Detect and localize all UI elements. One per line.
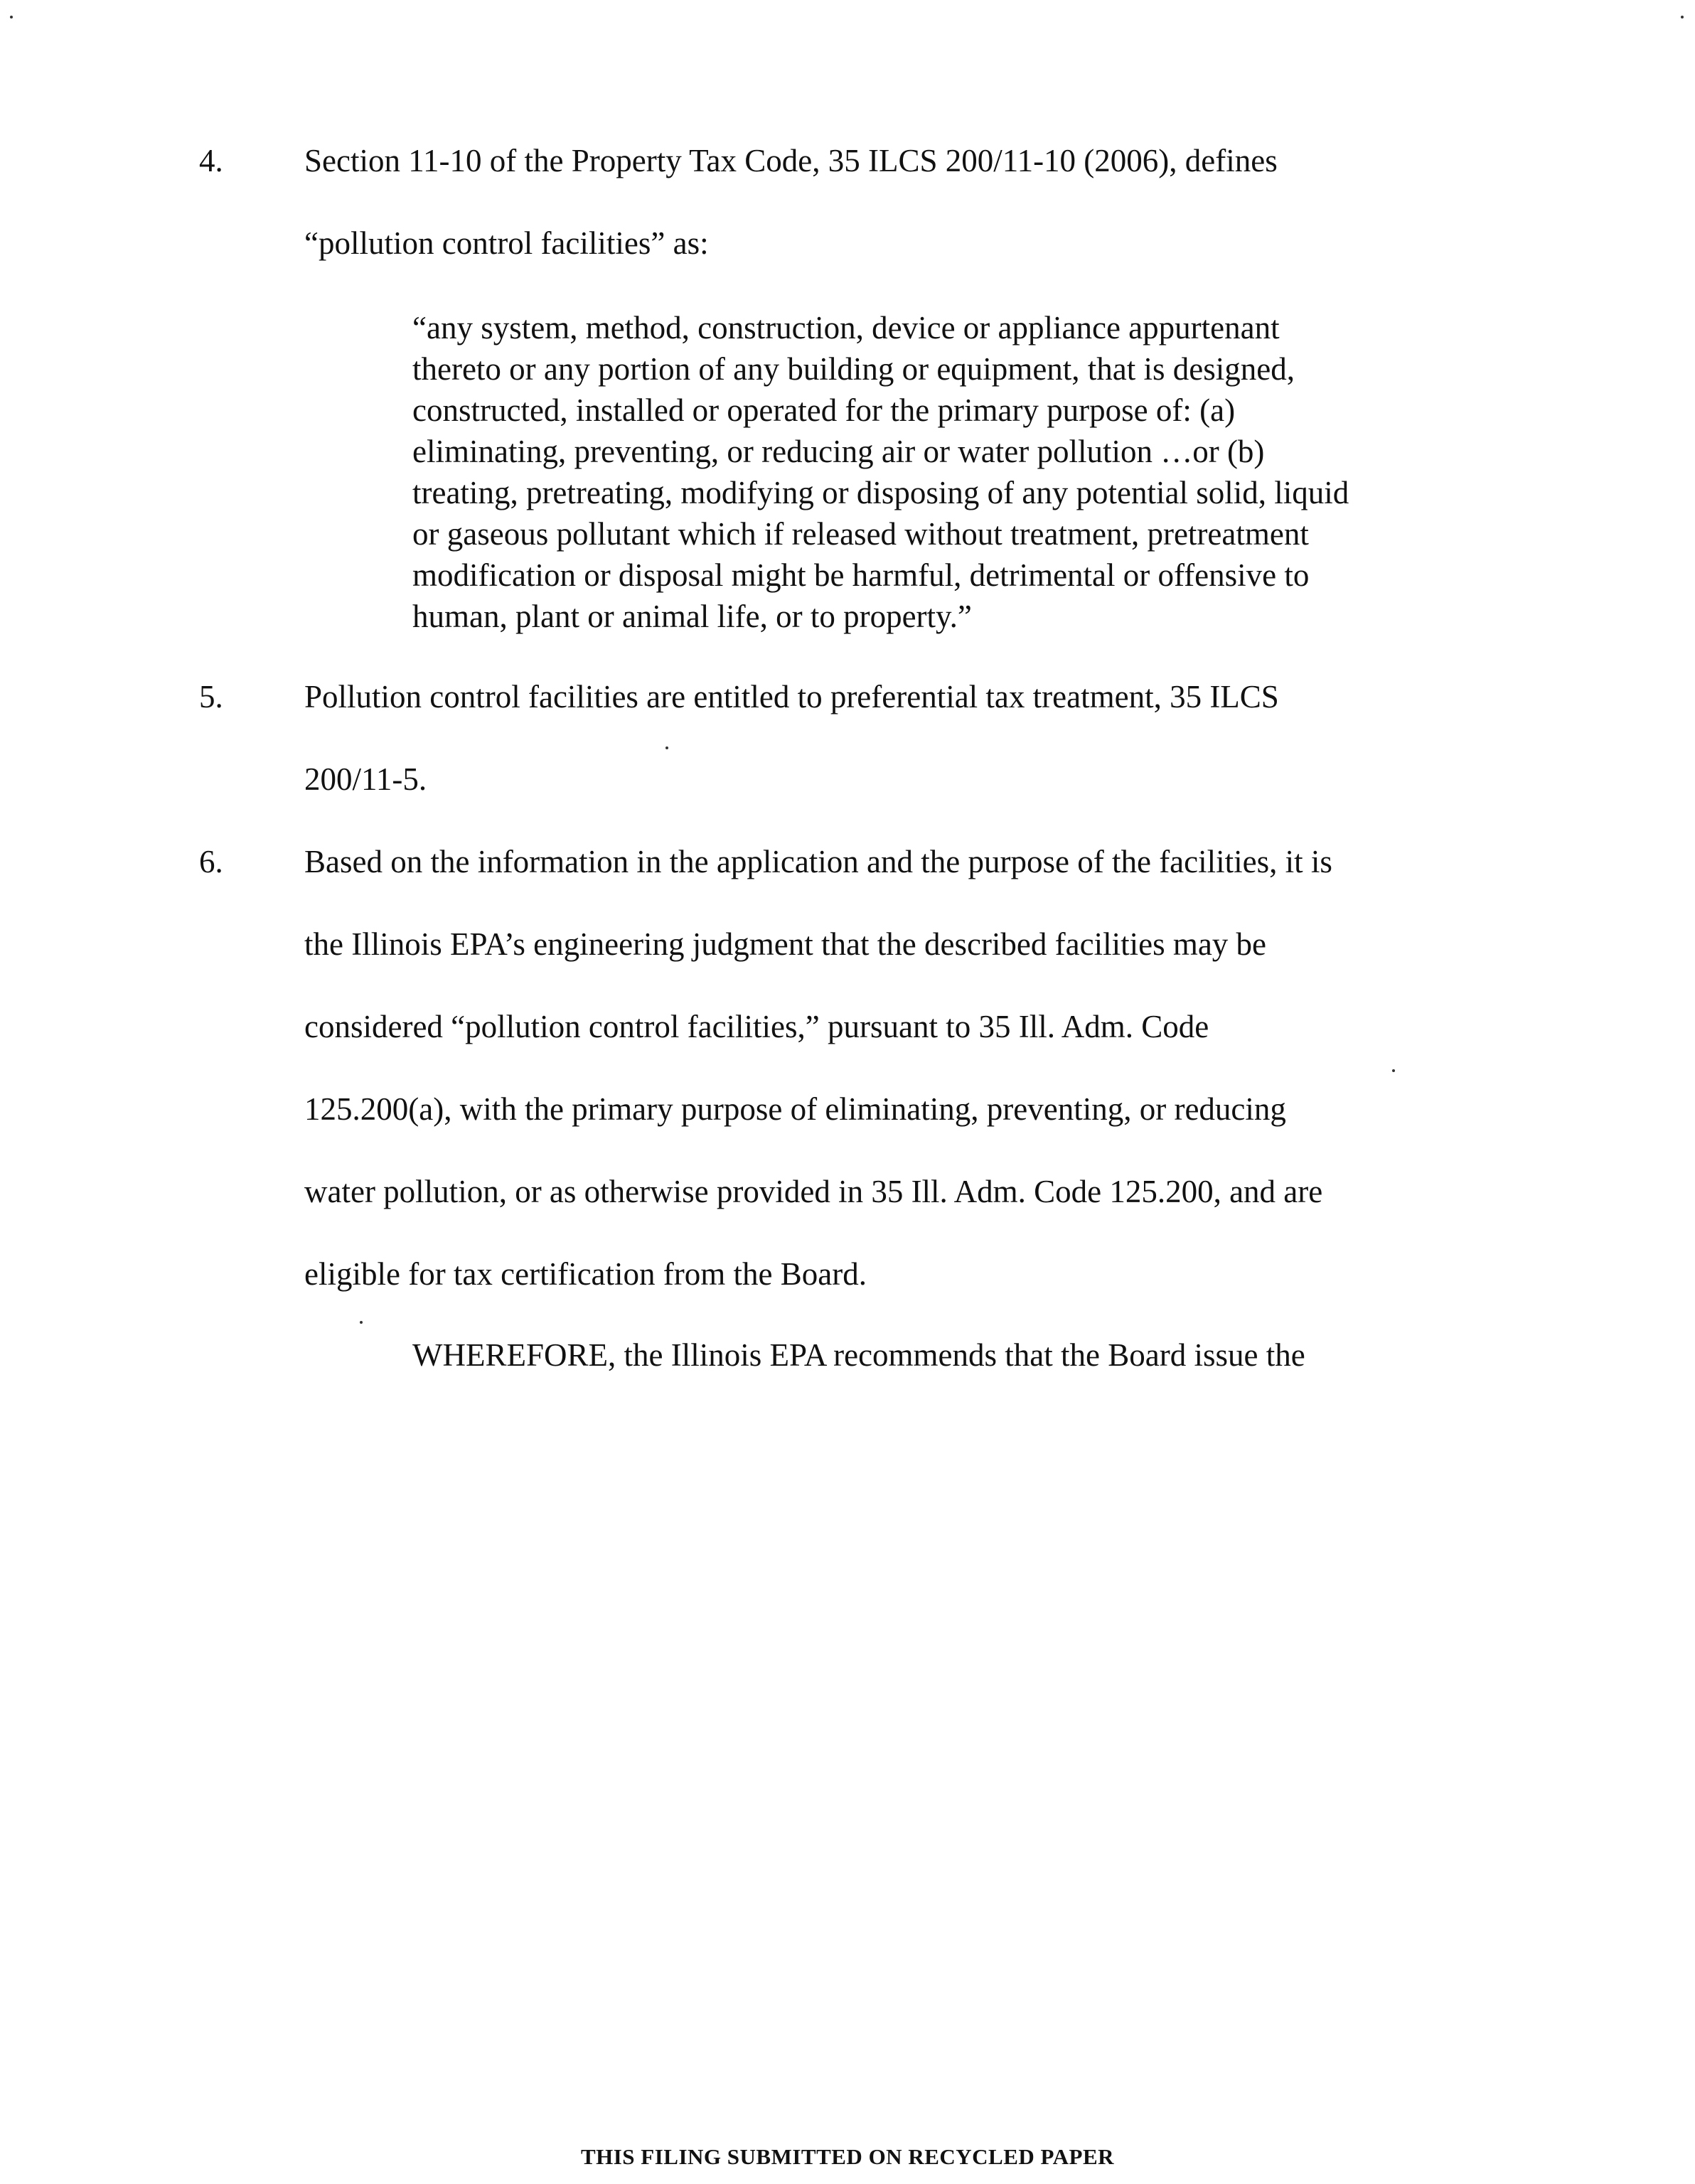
paragraph-line: 200/11-5. [304, 761, 427, 797]
paragraph-line: the Illinois EPA’s engineering judgment that the described facilities may be [304, 926, 1267, 962]
paragraph-line: Pollution control facilities are entitled to preferential tax treatment, 35 ILCS [304, 679, 1279, 714]
paragraph-number: 5. [199, 679, 223, 714]
statutory-quote [412, 307, 1493, 637]
scan-speck [1392, 1069, 1395, 1072]
paragraph-body [304, 820, 1499, 1315]
scan-speck [665, 746, 668, 749]
scan-speck [360, 1321, 363, 1324]
quote-line: or gaseous pollutant which if released without treatment, pretreatment [412, 516, 1309, 552]
recycled-paper-footer: THIS FILING SUBMITTED ON RECYCLED PAPER [580, 2144, 1115, 2169]
paragraph-line: “pollution control facilities” as: [304, 225, 709, 261]
paragraph-number: 6. [199, 844, 223, 879]
paragraph-line: 125.200(a), with the primary purpose of eliminating, preventing, or reducing [304, 1091, 1286, 1127]
quote-line: eliminating, preventing, or reducing air or water pollution …or (b) [412, 434, 1265, 469]
quote-line: modification or disposal might be harmful, detrimental or offensive to [412, 557, 1310, 593]
scan-speck [1681, 16, 1684, 18]
paragraph-number: 4. [199, 143, 223, 178]
scan-speck [10, 16, 13, 18]
quote-line: “any system, method, construction, device or appliance appurtenant [412, 310, 1280, 346]
paragraph-line: Based on the information in the application and the purpose of the facilities, it is [304, 844, 1332, 879]
quote-line: constructed, installed or operated for the primary purpose of: (a) [412, 392, 1236, 428]
paragraph-line: considered “pollution control facilities,” pursuant to 35 Ill. Adm. Code [304, 1009, 1209, 1044]
paragraph-body [304, 119, 1499, 284]
paragraph-line: eligible for tax certification from the Board. [304, 1256, 867, 1292]
paragraph-body [304, 655, 1499, 820]
paragraph-line: water pollution, or as otherwise provided in 35 Ill. Adm. Code 125.200, and are [304, 1174, 1323, 1209]
quote-line: treating, pretreating, modifying or disposing of any potential solid, liquid [412, 475, 1349, 510]
paragraph-line: Section 11-10 of the Property Tax Code, 35 ILCS 200/11-10 (2006), defines [304, 143, 1278, 178]
wherefore-clause: WHEREFORE, the Illinois EPA recommends that the Board issue the [412, 1337, 1305, 1373]
quote-line: human, plant or animal life, or to property.” [412, 599, 972, 634]
quote-line: thereto or any portion of any building or equipment, that is designed, [412, 351, 1295, 387]
